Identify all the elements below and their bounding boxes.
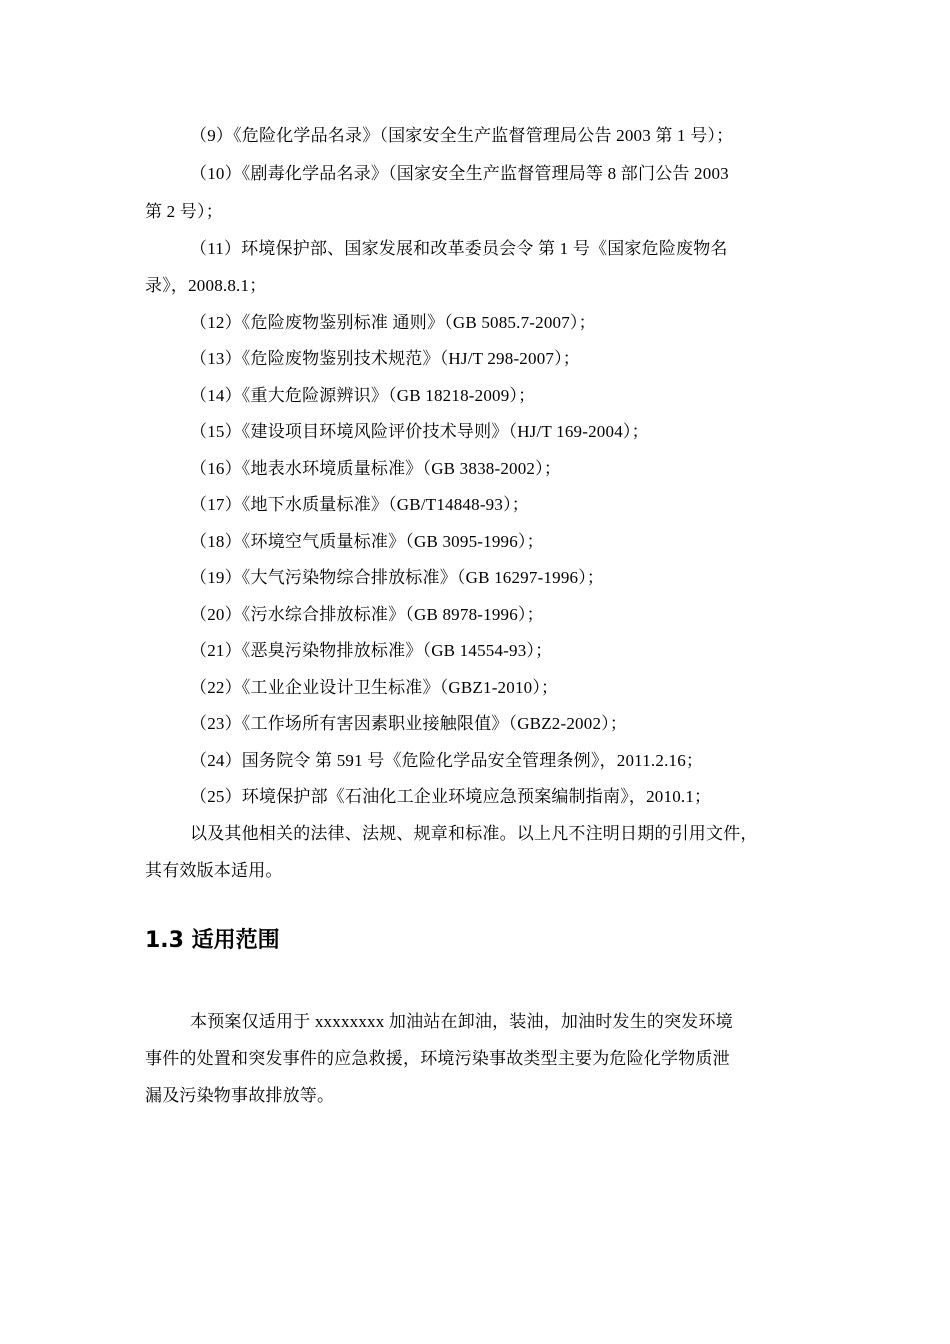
- closing-paragraph-line-1: 以及其他相关的法律、法规、规章和标准。以上凡不注明日期的引用文件，: [190, 824, 758, 843]
- section-body-line-1: 本预案仅适用于 xxxxxxxx 加油站在卸油，装油，加油时发生的突发环境: [190, 1012, 733, 1031]
- reference-22: （22）《工业企业设计卫生标准》（GBZ1-2010）；: [190, 678, 559, 697]
- reference-25: （25）环境保护部《石油化工企业环境应急预案编制指南》，2010.1；: [190, 787, 712, 806]
- reference-11-continued: 录》，2008.8.1；: [145, 276, 267, 295]
- reference-19: （19）《大气污染物综合排放标准》（GB 16297-1996）；: [190, 568, 605, 587]
- reference-24: （24）国务院令 第 591 号《危险化学品安全管理条例》，2011.2.16；: [190, 751, 704, 770]
- reference-17: （17）《地下水质量标准》（GB/T14848-93）；: [190, 495, 529, 514]
- reference-18: （18）《环境空气质量标准》（GB 3095-1996）；: [190, 532, 544, 551]
- reference-21: （21）《恶臭污染物排放标准》（GB 14554-93）；: [190, 641, 553, 660]
- reference-20: （20）《污水综合排放标准》（GB 8978-1996）；: [190, 605, 544, 624]
- reference-10-continued: 第 2 号）；: [145, 202, 223, 221]
- reference-23: （23）《工作场所有害因素职业接触限值》（GBZ2-2002）；: [190, 714, 628, 733]
- reference-12: （12）《危险废物鉴别标准 通则》（GB 5085.7-2007）；: [190, 313, 596, 332]
- reference-16: （16）《地表水环境质量标准》（GB 3838-2002）；: [190, 459, 562, 478]
- reference-9: （9）《危险化学品名录》（国家安全生产监督管理局公告 2003 第 1 号）；: [190, 126, 734, 145]
- reference-11: （11）环境保护部、国家发展和改革委员会令 第 1 号《国家危险废物名: [190, 239, 728, 258]
- closing-paragraph-line-2: 其有效版本适用。: [145, 861, 283, 880]
- reference-13: （13）《危险废物鉴别技术规范》（HJ/T 298-2007）；: [190, 349, 581, 368]
- reference-14: （14）《重大危险源辨识》（GB 18218-2009）；: [190, 386, 536, 405]
- reference-10: （10）《剧毒化学品名录》（国家安全生产监督管理局等 8 部门公告 2003: [190, 164, 729, 183]
- section-body-line-3: 漏及污染物事故排放等。: [145, 1086, 335, 1105]
- reference-15: （15）《建设项目环境风险评价技术导则》（HJ/T 169-2004）；: [190, 422, 649, 441]
- section-body-line-2: 事件的处置和突发事件的应急救援，环境污染事故类型主要为危险化学物质泄: [145, 1049, 730, 1068]
- section-heading: 1.3 适用范围: [145, 928, 280, 953]
